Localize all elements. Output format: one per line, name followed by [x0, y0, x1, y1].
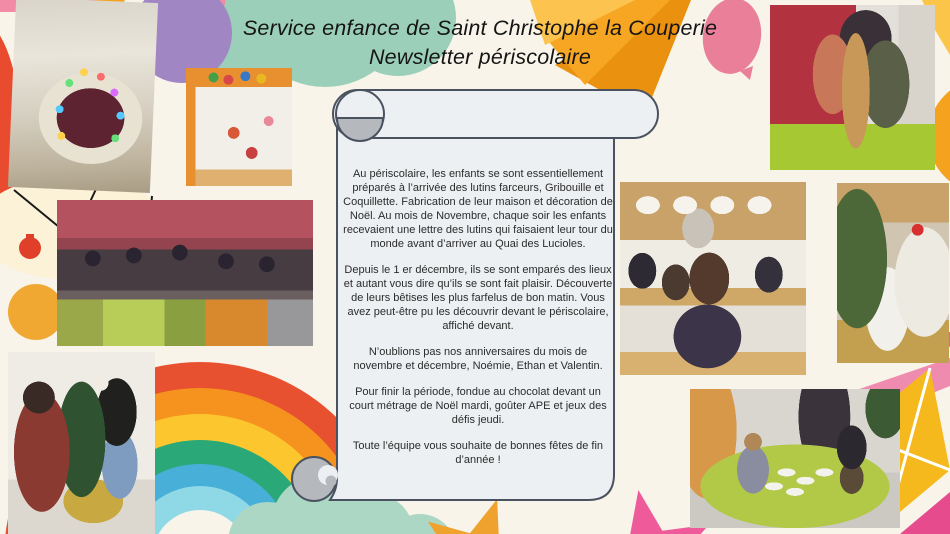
dominoes-game-photo	[690, 389, 900, 528]
newsletter-paragraph: Pour finir la période, fondue au chocolat devant un court métrage de Noël mardi, goûter APE et jeux des défis jeudi.	[349, 386, 607, 426]
newsletter-paragraph: Toute l’équipe vous souhaite de bonnes fêtes de fin d’année !	[352, 440, 604, 466]
page-title	[210, 14, 750, 72]
page-title-line2: Newsletter périscolaire	[368, 45, 592, 69]
birthday-snack-photo	[620, 182, 806, 375]
handprints-whiteboard-photo	[186, 68, 292, 186]
christmas-lights-house-photo	[8, 0, 158, 193]
children-watching-photo	[57, 200, 313, 346]
tree-decorating-photo	[8, 352, 155, 534]
newsletter-paragraph: N’oublions pas nos anniversaires du mois de novembre et décembre, Noémie, Ethan et Valentin.	[353, 346, 603, 372]
newsletter-body	[343, 167, 613, 479]
block-tower-photo	[770, 5, 935, 170]
scroll-top-roll	[333, 90, 658, 138]
scroll-bottom-curl-hook	[326, 476, 337, 487]
page-title-line1: Service enfance de Saint Christophe la Couperie	[242, 16, 718, 40]
newsletter-paragraph: Au périscolaire, les enfants se sont essentiellement préparés à l’arrivée des lutins farceurs, Gribouille et Coquillette. Fabrication de leur maison et décoration de Noël. Au mois de Novembre, chaque soir les enfants recevaient une lettre des lutins qui faisaient leur tour du monde avant d’arriver au Quai des Lucioles.	[343, 168, 613, 250]
newsletter-paragraph: Depuis le 1 er décembre, ils se sont emparés des lieux et autant vous dire qu’ils se sont fait plaisir. Découverte de leurs bêtises les plus farfelus de bon matin. Vous avez peut-être pu les découvrir devant le périscolaire, affiché devant.	[343, 264, 613, 332]
santa-shelf-decor-photo	[837, 183, 949, 363]
